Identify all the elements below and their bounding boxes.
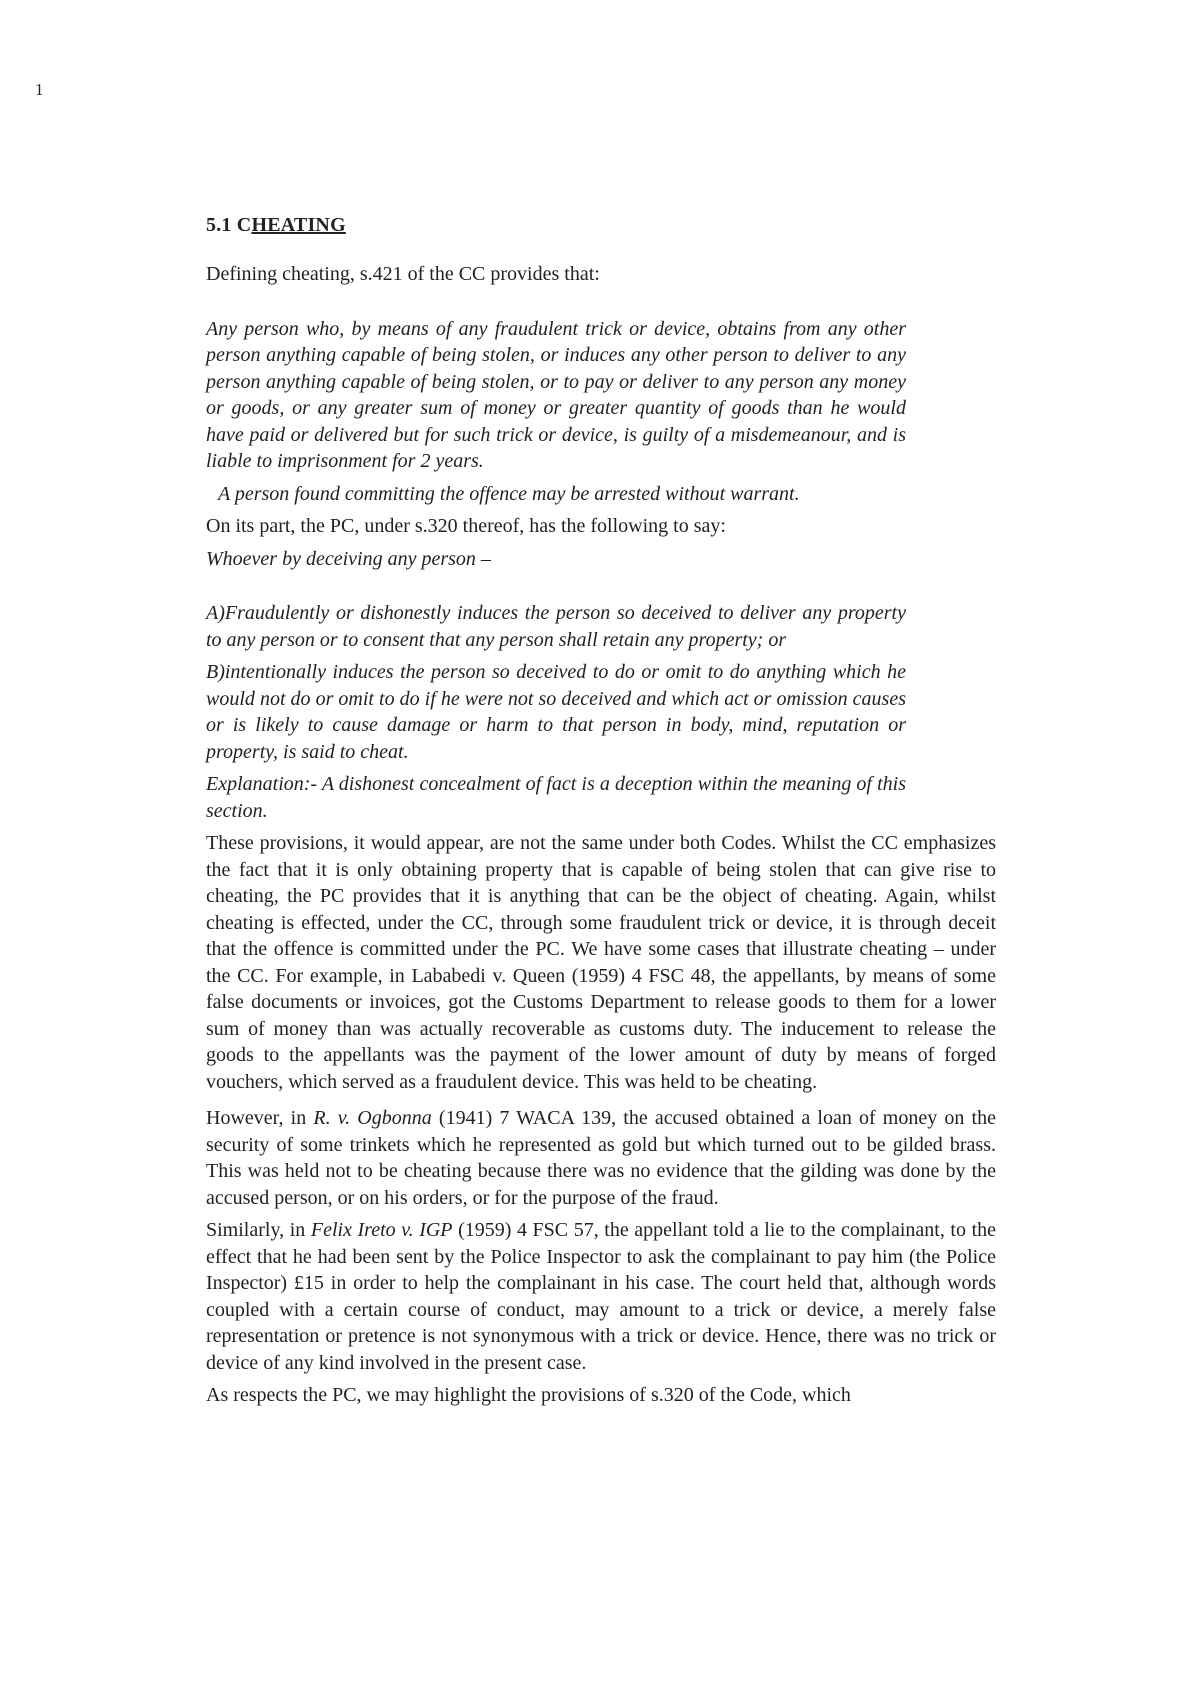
- document-body: [206, 214, 996, 1409]
- pc-clause-a: A)Fraudulently or dishonestly induces the person so deceived to deliver any property to any person or to consent that any person shall retain any property; or: [206, 602, 906, 651]
- para3-before: Similarly, in: [206, 1219, 311, 1241]
- paragraph-ogbonna: [206, 1105, 996, 1211]
- pc-explanation: Explanation:- A dishonest concealment of fact is a deception within the meaning of this section.: [206, 773, 906, 822]
- case-name-ireto: Felix Ireto v. IGP: [310, 1219, 453, 1241]
- para2-before: However, in: [206, 1107, 314, 1129]
- cc-quote: Any person who, by means of any fraudulent trick or device, obtains from any other person anything capable of being stolen, or induces any other person to deliver to any person anything capable of being stolen, or to pay or deliver to any person any money or goods, or any greater sum of money or greater quantity of goods than he would have paid or delivered but for such trick or device, is guilty of a misdemeanour, and is liable to imprisonment for 2 years.: [206, 317, 906, 472]
- cc-arrest-note: A person found committing the offence may be arrested without warrant.: [218, 482, 800, 505]
- para3-after: (1959) 4 FSC 57, the appellant told a lie to the complainant, to the effect that he had been sent by the Police Inspector to ask the complainant to pay him (the Police Inspector) £15 in order to help the complainant in his case. The court held that, although words coupled with a certain course of conduct, may amount to a trick or device, a merely false representation or pretence is not synonymous with a trick or device. Hence, there was no trick or device of any kind involved in the present case.: [206, 1219, 996, 1374]
- paragraph-pc-provisions: As respects the PC, we may highlight the provisions of s.320 of the Code, which: [206, 1384, 851, 1406]
- intro-text: Defining cheating, s.421 of the CC provides that:: [206, 263, 600, 285]
- pc-lead: Whoever by deceiving any person –: [206, 547, 491, 570]
- para2-after: (1941) 7 WACA 139, the accused obtained a loan of money on the security of some trinkets which he represented as gold but which turned out to be gilded brass. This was held not to be cheating because there was no evidence that the gilding was done by the accused person, or on his orders, or for the purpose of the fraud.: [206, 1107, 996, 1209]
- paragraph-ireto: [206, 1217, 996, 1376]
- case-name-ogbonna: R. v. Ogbonna: [313, 1107, 432, 1129]
- page-number: 1: [35, 80, 44, 99]
- pc-clause-b: B)intentionally induces the person so deceived to do or omit to do anything which he would not do or omit to do if he were not so deceived and which act or omission causes or is likely to cause damage or harm to that person in body, mind, reputation or property, is said to cheat.: [206, 661, 906, 763]
- paragraph-comparison: These provisions, it would appear, are not the same under both Codes. Whilst the CC emphasizes the fact that it is only obtaining property that is capable of being stolen that can give rise to cheating, the PC provides that it is anything that can be the object of cheating. Again, whilst cheating is effected, under the CC, through some fraudulent trick or device, it is through deceit that the offence is committed under the PC. We have some cases that illustrate cheating – under the CC. For example, in Lababedi v. Queen (1959) 4 FSC 48, the appellants, by means of some false documents or invoices, got the Customs Department to release goods to them for a lower sum of money than was actually recoverable as customs duty. The inducement to release the goods to the appellants was the payment of the lower amount of duty by means of forged vouchers, which served as a fraudulent device. This was held to be cheating.: [206, 832, 996, 1093]
- pc-intro: On its part, the PC, under s.320 thereof, has the following to say:: [206, 515, 726, 537]
- heading-underlined: HEATING: [251, 214, 346, 236]
- section-heading: [206, 214, 996, 237]
- heading-prefix: 5.1 C: [206, 214, 252, 236]
